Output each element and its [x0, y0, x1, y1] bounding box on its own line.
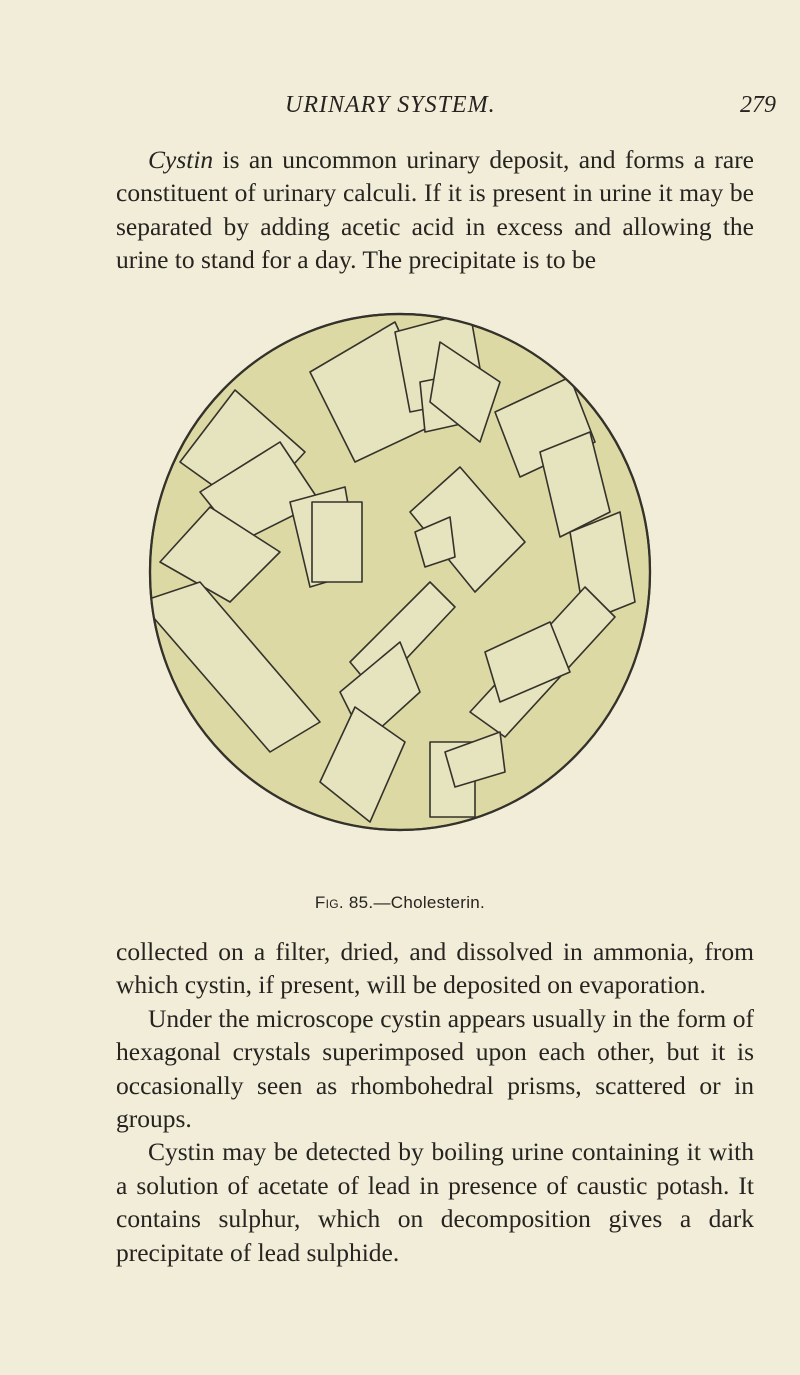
figure-caption: [0, 893, 800, 913]
paragraph-cystin-detection: [116, 935, 754, 1269]
page-number: 279: [740, 92, 776, 118]
figure-label: Fig. 85.: [314, 893, 374, 912]
microscope-field-illustration: [140, 302, 660, 842]
paragraph-microscope: Under the microscope cystin appears usually in the form of hexagonal crystals superimposed upon each other, but it is occasionally seen as rhombohedral prisms, scattered or in groups.: [116, 1003, 754, 1134]
figure-caption-text: —Cholesterin.: [373, 893, 486, 912]
running-head: [0, 92, 800, 122]
paragraph-continuation: collected on a filter, dried, and dissolved in ammonia, from which cystin, if present, will be deposited on evaporation.: [116, 937, 754, 1000]
figure-cholesterin-crystals: [140, 302, 660, 842]
running-head-title: URINARY SYSTEM.: [285, 92, 496, 118]
paragraph-text: is an uncommon urinary deposit, and forms a rare constituent of urinary calculi. If it is present in urine it may be separated by adding acetic acid in excess and allowing the urine to stand for a day. The precipitate is to be: [116, 145, 754, 275]
paragraph-cystin-intro: [116, 143, 754, 277]
crystal-plate: [312, 502, 362, 582]
lead-term: Cystin: [148, 145, 214, 174]
paragraph-lead-test: Cystin may be detected by boiling urine containing it with a solution of acetate of lead in presence of caustic potash. It contains sulphur, which on decomposition gives a dark precipitate of lead sulphide.: [116, 1137, 754, 1267]
